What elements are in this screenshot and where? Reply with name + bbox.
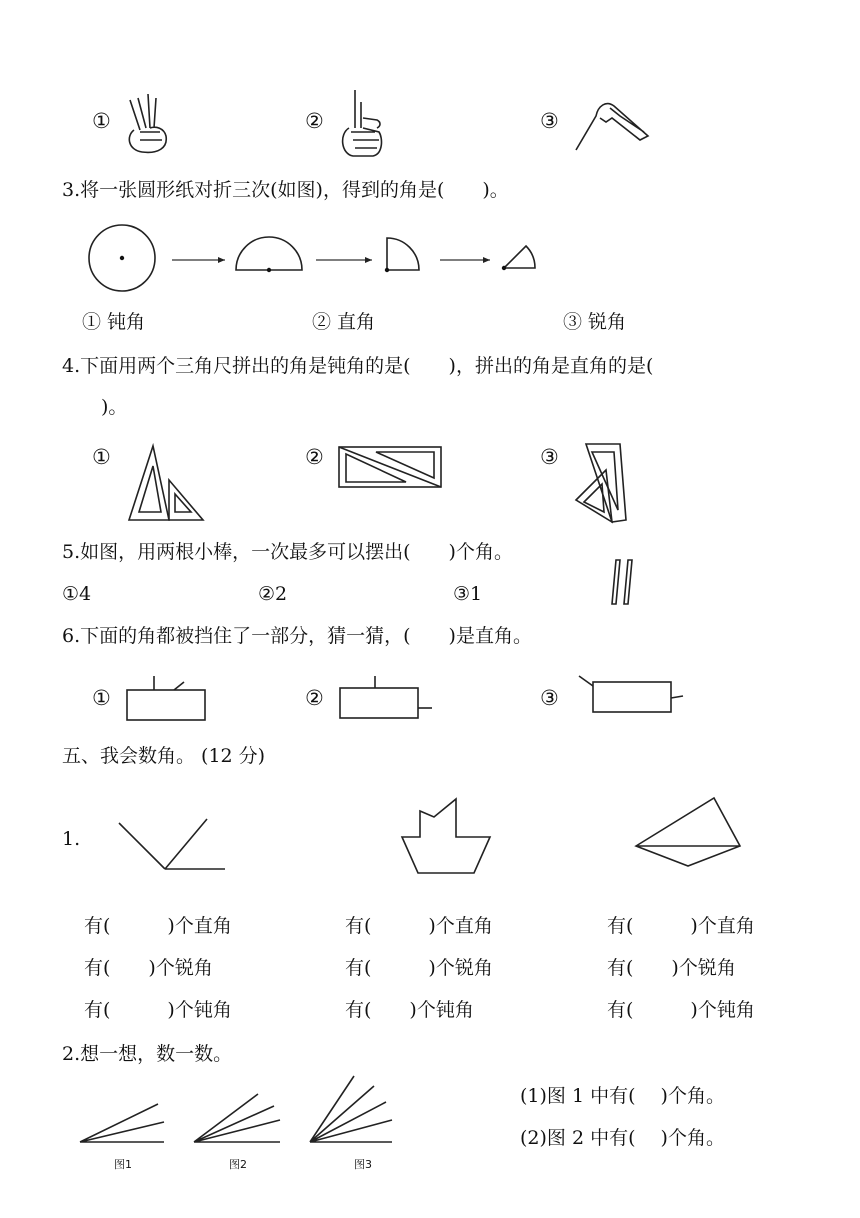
set-squares-figure-1 [125, 440, 205, 525]
count-angles-figure-kite [634, 796, 744, 870]
count-acute-2: 有( )个锐角 [345, 957, 493, 979]
figure-label-1: 图1 [114, 1158, 132, 1171]
q5-option-1: ①4 [62, 583, 92, 605]
q5-text: 5.如图，用两根小棒，一次最多可以摆出( )个角。 [62, 541, 513, 563]
q4-marker-2: ② [305, 445, 324, 469]
q6-text: 6.下面的角都被挡住了一部分，猜一猜，( )是直角。 [62, 625, 532, 647]
hand-v-sign-image [120, 92, 180, 156]
section-5-q2-title: 2.想一想，数一数。 [62, 1043, 233, 1065]
two-sticks-image [610, 556, 640, 608]
count-obtuse-1: 有( )个钝角 [84, 999, 232, 1021]
count-obtuse-2: 有( )个钝角 [345, 999, 474, 1021]
count-right-2: 有( )个直角 [345, 915, 493, 937]
set-squares-figure-3 [572, 440, 632, 530]
q2-marker-2: ② [305, 109, 324, 133]
set-squares-figure-2 [336, 444, 446, 490]
q5-option-2: ②2 [258, 583, 288, 605]
covered-angle-3 [575, 674, 685, 720]
q2-marker-3: ③ [540, 109, 559, 133]
count-acute-3: 有( )个锐角 [607, 957, 736, 979]
figure-label-3: 图3 [354, 1158, 372, 1171]
count-right-1: 有( )个直角 [84, 915, 232, 937]
q2-sub-2: (2)图 2 中有( )个角。 [520, 1127, 725, 1149]
rays-figure-1 [78, 1100, 168, 1146]
q3-option-3: ③ 锐角 [563, 311, 627, 333]
q4-marker-1: ① [92, 445, 111, 469]
count-acute-1: 有( )个锐角 [84, 957, 213, 979]
q4-text-line1: 4.下面用两个三角尺拼出的角是钝角的是( )，拼出的角是直角的是( [62, 355, 654, 377]
hand-angle-image [570, 92, 650, 152]
q6-marker-2: ② [305, 686, 324, 710]
q2-marker-1: ① [92, 109, 111, 133]
section-5-q1-label: 1. [62, 828, 81, 850]
rays-figure-3 [308, 1074, 394, 1146]
q3-text: 3.将一张圆形纸对折三次(如图)，得到的角是( )。 [62, 179, 509, 201]
q6-marker-1: ① [92, 686, 111, 710]
count-angles-figure-boat [398, 795, 493, 877]
q5-option-3: ③1 [453, 583, 483, 605]
hand-thumb-image [333, 88, 393, 160]
q2-sub-1: (1)图 1 中有( )个角。 [520, 1085, 725, 1107]
figure-label-2: 图2 [229, 1158, 247, 1171]
count-obtuse-3: 有( )个钝角 [607, 999, 755, 1021]
count-right-3: 有( )个直角 [607, 915, 755, 937]
section-5-title: 五、我会数角。 (12 分) [62, 745, 266, 767]
covered-angle-2 [337, 672, 437, 724]
q3-option-2: ② 直角 [312, 311, 376, 333]
covered-angle-1 [124, 672, 208, 724]
q4-text-line2: )。 [82, 396, 128, 418]
paper-folding-diagram [80, 222, 560, 294]
q3-option-1: ① 钝角 [82, 311, 146, 333]
count-angles-figure-rays [115, 815, 230, 875]
rays-figure-2 [192, 1090, 284, 1146]
q4-marker-3: ③ [540, 445, 559, 469]
q6-marker-3: ③ [540, 686, 559, 710]
